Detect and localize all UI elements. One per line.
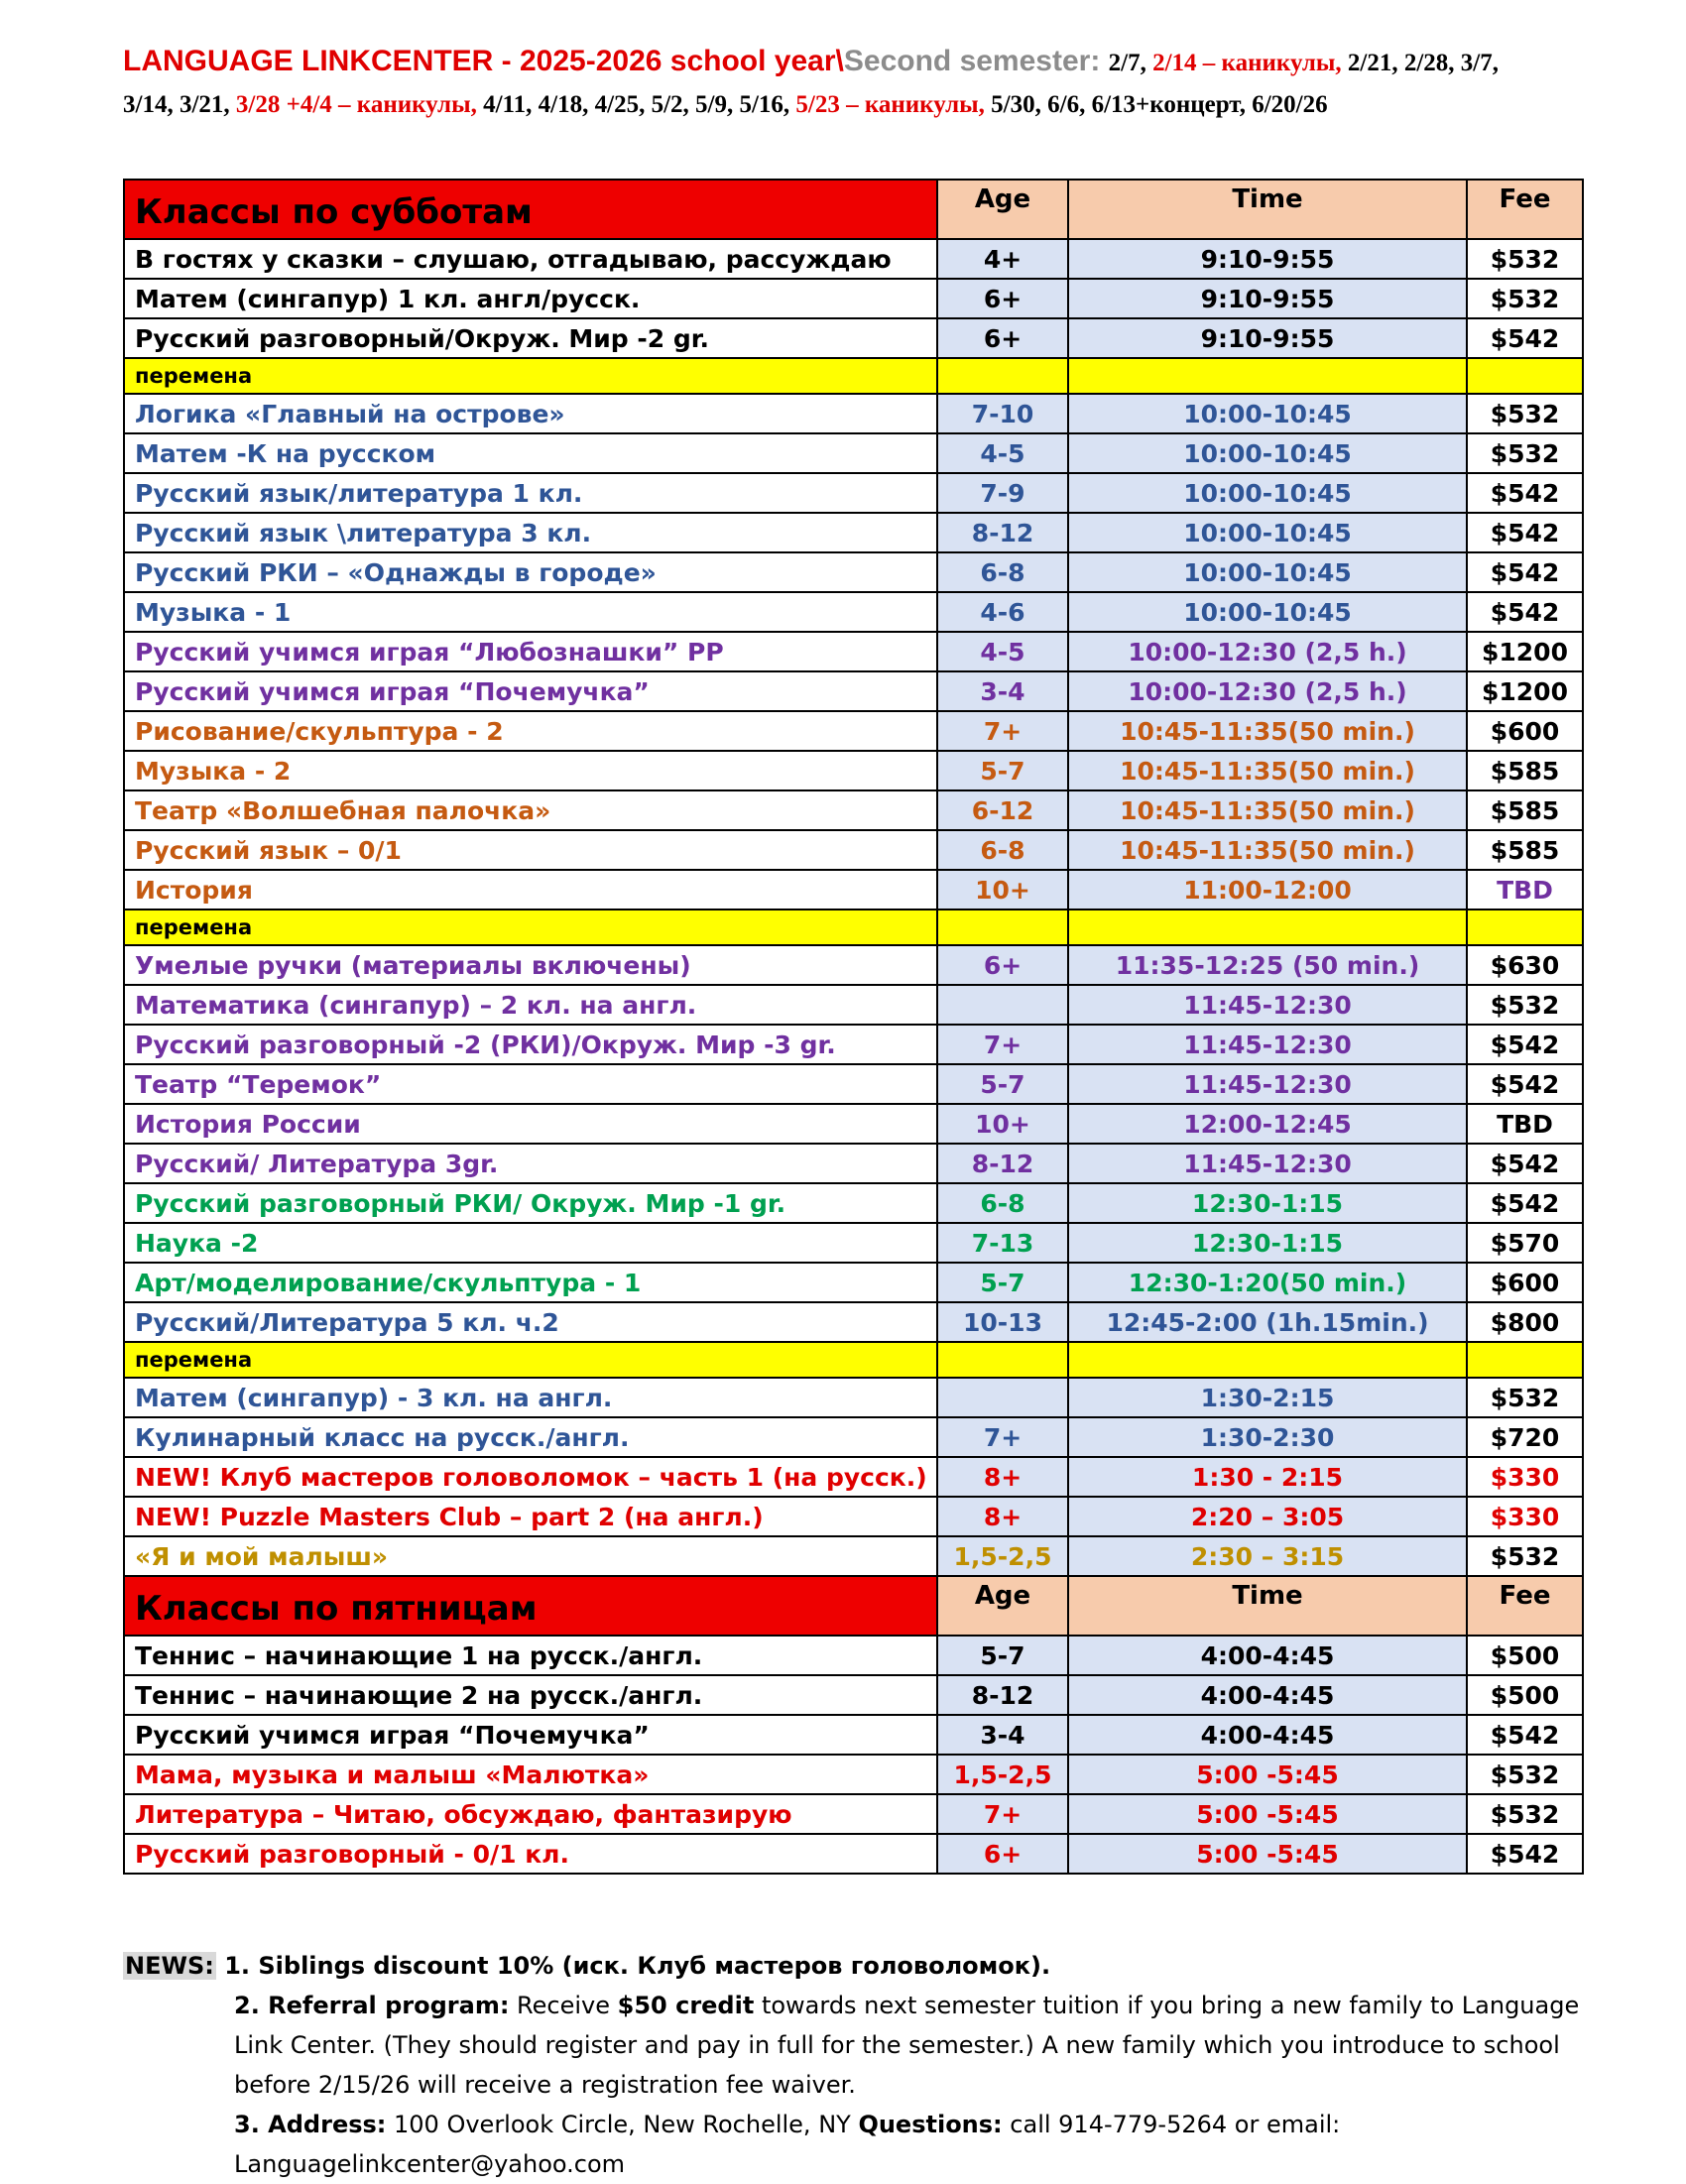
class-fee: $542	[1467, 318, 1583, 358]
class-time: 10:00-10:45	[1068, 473, 1467, 513]
class-name: Русский разговорный РКИ/ Окруж. Мир -1 gr.	[124, 1183, 937, 1223]
class-row	[124, 1378, 1583, 1417]
class-name: История	[124, 870, 937, 910]
class-time: 5:00 -5:45	[1068, 1834, 1467, 1874]
class-age: 6+	[937, 318, 1068, 358]
class-fee: $542	[1467, 1064, 1583, 1104]
page-title: LANGUAGE LINKCENTER - 2025-2026 school year\	[123, 45, 844, 77]
class-name: Русский РКИ – «Однажды в городе»	[124, 552, 937, 592]
class-row	[124, 1183, 1583, 1223]
class-age: 4-5	[937, 433, 1068, 473]
address-text: 100 Overlook Circle, New Rochelle, NY	[386, 2111, 859, 2138]
class-row	[124, 394, 1583, 433]
class-age: 7+	[937, 1794, 1068, 1834]
class-fee: $330	[1467, 1457, 1583, 1497]
class-row	[124, 279, 1583, 318]
class-age	[937, 985, 1068, 1025]
class-name: Русский/ Литература 3gr.	[124, 1144, 937, 1183]
class-time: 12:30-1:20(50 min.)	[1068, 1263, 1467, 1302]
header-line-1	[123, 40, 1630, 85]
class-fee: $330	[1467, 1497, 1583, 1536]
referral-text-a: Receive	[509, 1992, 618, 2019]
class-row	[124, 1223, 1583, 1263]
class-fee: $542	[1467, 592, 1583, 632]
class-row	[124, 632, 1583, 671]
class-time: 9:10-9:55	[1068, 279, 1467, 318]
class-fee: $585	[1467, 830, 1583, 870]
class-name: Русский разговорный -2 (РКИ)/Окруж. Мир -3 gr.	[124, 1025, 937, 1064]
saturday-title: Классы по субботам	[124, 180, 937, 239]
semester-dates-1	[1109, 50, 1499, 76]
class-age: 7+	[937, 1417, 1068, 1457]
class-fee: $532	[1467, 433, 1583, 473]
class-fee: $532	[1467, 1378, 1583, 1417]
class-name: Музыка - 2	[124, 751, 937, 790]
break-cell	[937, 1342, 1068, 1378]
class-row	[124, 1755, 1583, 1794]
class-fee: $532	[1467, 1755, 1583, 1794]
class-time: 2:20 – 3:05	[1068, 1497, 1467, 1536]
class-age: 8-12	[937, 1675, 1068, 1715]
class-row	[124, 1794, 1583, 1834]
class-row	[124, 1834, 1583, 1874]
class-age: 4-5	[937, 632, 1068, 671]
class-age: 7+	[937, 711, 1068, 751]
class-fee: $800	[1467, 1302, 1583, 1342]
semester-date: 3/14, 3/21,	[123, 91, 236, 118]
class-row	[124, 1497, 1583, 1536]
class-name: Русский язык/литература 1 кл.	[124, 473, 937, 513]
semester-date: 5/30, 6/6, 6/13+концерт, 6/20/26	[991, 91, 1328, 118]
class-row	[124, 318, 1583, 358]
class-time: 12:30-1:15	[1068, 1223, 1467, 1263]
class-name: История России	[124, 1104, 937, 1144]
address-label: 3. Address:	[234, 2111, 387, 2138]
class-fee: TBD	[1467, 870, 1583, 910]
questions-label: Questions:	[858, 2111, 1003, 2138]
class-age: 4+	[937, 239, 1068, 279]
class-time: 10:00-10:45	[1068, 552, 1467, 592]
class-row	[124, 711, 1583, 751]
fee-header: Fee	[1467, 180, 1583, 239]
class-age: 6+	[937, 945, 1068, 985]
break-cell	[937, 358, 1068, 394]
class-name: Русский разговорный - 0/1 кл.	[124, 1834, 937, 1874]
class-name: Рисование/скульптура - 2	[124, 711, 937, 751]
news-section	[123, 1946, 1611, 2184]
class-time: 10:45-11:35(50 min.)	[1068, 751, 1467, 790]
class-time: 10:00-10:45	[1068, 513, 1467, 552]
break-cell	[1068, 1342, 1467, 1378]
class-fee: $600	[1467, 1263, 1583, 1302]
class-row	[124, 552, 1583, 592]
class-time: 4:00-4:45	[1068, 1636, 1467, 1675]
break-label: перемена	[124, 910, 937, 945]
class-age: 3-4	[937, 671, 1068, 711]
class-fee: $532	[1467, 1536, 1583, 1576]
break-cell	[1068, 910, 1467, 945]
class-name: Матем (сингапур) - 3 кл. на англ.	[124, 1378, 937, 1417]
class-row	[124, 1715, 1583, 1755]
class-age: 1,5-2,5	[937, 1755, 1068, 1794]
class-name: Театр «Волшебная палочка»	[124, 790, 937, 830]
class-row	[124, 1144, 1583, 1183]
class-row	[124, 1636, 1583, 1675]
friday-header-row	[124, 1576, 1583, 1636]
time-header: Time	[1068, 1576, 1467, 1636]
class-row	[124, 433, 1583, 473]
class-time: 5:00 -5:45	[1068, 1794, 1467, 1834]
class-fee: $532	[1467, 239, 1583, 279]
class-age: 8+	[937, 1457, 1068, 1497]
class-name: Умелые ручки (материалы включены)	[124, 945, 937, 985]
news-label: NEWS:	[125, 1952, 214, 1980]
break-cell	[937, 910, 1068, 945]
class-age: 8-12	[937, 513, 1068, 552]
class-fee: TBD	[1467, 1104, 1583, 1144]
semester-date: 4/11, 4/18, 4/25, 5/2, 5/9, 5/16,	[483, 91, 796, 118]
class-time: 10:00-10:45	[1068, 433, 1467, 473]
class-fee: $542	[1467, 1183, 1583, 1223]
class-time: 2:30 – 3:15	[1068, 1536, 1467, 1576]
friday-title: Классы по пятницам	[124, 1576, 937, 1636]
class-fee: $500	[1467, 1636, 1583, 1675]
class-age: 6+	[937, 279, 1068, 318]
class-fee: $542	[1467, 1715, 1583, 1755]
saturday-header-row	[124, 180, 1583, 239]
class-row	[124, 1104, 1583, 1144]
class-fee: $720	[1467, 1417, 1583, 1457]
class-age: 7-9	[937, 473, 1068, 513]
semester-date: 2/14 – каникулы,	[1152, 50, 1348, 76]
class-fee: $532	[1467, 394, 1583, 433]
class-time: 10:45-11:35(50 min.)	[1068, 711, 1467, 751]
class-age: 5-7	[937, 1064, 1068, 1104]
class-name: Кулинарный класс на русск./англ.	[124, 1417, 937, 1457]
class-fee: $542	[1467, 552, 1583, 592]
class-name: Теннис – начинающие 2 на русск./англ.	[124, 1675, 937, 1715]
class-fee: $570	[1467, 1223, 1583, 1263]
class-row	[124, 1025, 1583, 1064]
class-row	[124, 513, 1583, 552]
class-name: Мама, музыка и малыш «Малютка»	[124, 1755, 937, 1794]
class-row	[124, 592, 1583, 632]
class-row	[124, 830, 1583, 870]
class-name: Русский язык – 0/1	[124, 830, 937, 870]
class-time: 11:35-12:25 (50 min.)	[1068, 945, 1467, 985]
class-age: 6-12	[937, 790, 1068, 830]
class-fee: $542	[1467, 1144, 1583, 1183]
class-name: Русский язык \литература 3 кл.	[124, 513, 937, 552]
class-row	[124, 239, 1583, 279]
class-time: 10:45-11:35(50 min.)	[1068, 790, 1467, 830]
class-row	[124, 473, 1583, 513]
news-item-3	[234, 2105, 1603, 2184]
break-cell	[1467, 910, 1583, 945]
class-age: 4-6	[937, 592, 1068, 632]
class-age: 8-12	[937, 1144, 1068, 1183]
class-age: 7-13	[937, 1223, 1068, 1263]
semester-date: 5/23 – каникулы,	[795, 91, 992, 118]
class-fee: $532	[1467, 985, 1583, 1025]
break-row	[124, 358, 1583, 394]
break-label: перемена	[124, 358, 937, 394]
class-name: Русский разговорный/Окруж. Мир -2 gr.	[124, 318, 937, 358]
class-name: Русский/Литература 5 кл. ч.2	[124, 1302, 937, 1342]
class-name: Математика (сингапур) – 2 кл. на англ.	[124, 985, 937, 1025]
class-time: 12:30-1:15	[1068, 1183, 1467, 1223]
class-name: Матем -К на русском	[124, 433, 937, 473]
saturday-section	[124, 180, 1583, 1576]
class-time: 10:00-12:30 (2,5 h.)	[1068, 671, 1467, 711]
age-header: Age	[937, 1576, 1068, 1636]
age-header: Age	[937, 180, 1068, 239]
class-time: 10:00-10:45	[1068, 592, 1467, 632]
class-fee: $542	[1467, 1025, 1583, 1064]
class-row	[124, 1536, 1583, 1576]
class-row	[124, 1675, 1583, 1715]
class-time: 1:30-2:15	[1068, 1378, 1467, 1417]
class-age: 5-7	[937, 751, 1068, 790]
class-age: 1,5-2,5	[937, 1536, 1068, 1576]
semester-date: 3/28 +4/4 – каникулы,	[235, 91, 484, 118]
class-fee: $1200	[1467, 632, 1583, 671]
class-age: 7-10	[937, 394, 1068, 433]
class-age: 5-7	[937, 1636, 1068, 1675]
break-row	[124, 1342, 1583, 1378]
class-age: 6+	[937, 1834, 1068, 1874]
class-name: Литература – Читаю, обсуждаю, фантазирую	[124, 1794, 937, 1834]
class-row	[124, 1064, 1583, 1104]
class-fee: $585	[1467, 751, 1583, 790]
referral-label: 2. Referral program:	[234, 1992, 510, 2019]
class-row	[124, 751, 1583, 790]
class-age	[937, 1378, 1068, 1417]
class-age: 6-8	[937, 830, 1068, 870]
contact-text: call 914-779-5264 or email: Languagelinkcenter@yahoo.com	[234, 2111, 1341, 2178]
class-age: 6-8	[937, 1183, 1068, 1223]
class-time: 11:45-12:30	[1068, 1025, 1467, 1064]
class-age: 8+	[937, 1497, 1068, 1536]
class-age: 10+	[937, 870, 1068, 910]
class-name: Театр “Теремок”	[124, 1064, 937, 1104]
class-row	[124, 945, 1583, 985]
semester-date: 2/7,	[1108, 50, 1153, 76]
fee-header: Fee	[1467, 1576, 1583, 1636]
break-row	[124, 910, 1583, 945]
class-time: 12:45-2:00 (1h.15min.)	[1068, 1302, 1467, 1342]
break-label: перемена	[124, 1342, 937, 1378]
class-name: Музыка - 1	[124, 592, 937, 632]
class-time: 9:10-9:55	[1068, 318, 1467, 358]
class-row	[124, 671, 1583, 711]
class-name: Наука -2	[124, 1223, 937, 1263]
class-age: 10+	[937, 1104, 1068, 1144]
schedule-table	[123, 179, 1584, 1875]
class-name: Логика «Главный на острове»	[124, 394, 937, 433]
class-fee: $500	[1467, 1675, 1583, 1715]
class-row	[124, 1417, 1583, 1457]
class-time: 5:00 -5:45	[1068, 1755, 1467, 1794]
class-name: Матем (сингапур) 1 кл. англ/русск.	[124, 279, 937, 318]
class-name: Арт/моделирование/скульптура - 1	[124, 1263, 937, 1302]
semester-dates-2	[123, 85, 1630, 125]
class-time: 10:45-11:35(50 min.)	[1068, 830, 1467, 870]
news-item-1	[123, 1946, 1611, 1986]
class-name: Русский учимся играя “Почемучка”	[124, 1715, 937, 1755]
class-time: 10:00-12:30 (2,5 h.)	[1068, 632, 1467, 671]
class-name: Русский учимся играя “Почемучка”	[124, 671, 937, 711]
break-cell	[1068, 358, 1467, 394]
class-age: 3-4	[937, 1715, 1068, 1755]
class-row	[124, 1302, 1583, 1342]
class-age: 6-8	[937, 552, 1068, 592]
class-fee: $532	[1467, 279, 1583, 318]
class-time: 1:30-2:30	[1068, 1417, 1467, 1457]
class-time: 11:45-12:30	[1068, 1064, 1467, 1104]
semester-date: 2/21, 2/28, 3/7,	[1347, 50, 1499, 76]
class-row	[124, 790, 1583, 830]
class-age: 10-13	[937, 1302, 1068, 1342]
class-row	[124, 1457, 1583, 1497]
siblings-discount: 1. Siblings discount 10% (иск. Клуб мастеров головоломок).	[215, 1952, 1051, 1980]
class-time: 11:00-12:00	[1068, 870, 1467, 910]
class-fee: $542	[1467, 473, 1583, 513]
friday-section	[124, 1576, 1583, 1874]
break-cell	[1467, 1342, 1583, 1378]
class-time: 11:45-12:30	[1068, 1144, 1467, 1183]
class-fee: $1200	[1467, 671, 1583, 711]
class-time: 12:00-12:45	[1068, 1104, 1467, 1144]
class-name: Русский учимся играя “Любознашки” РР	[124, 632, 937, 671]
semester-label: Second semester:	[843, 45, 1109, 77]
class-name: NEW! Клуб мастеров головоломок – часть 1 (на русск.)	[124, 1457, 937, 1497]
page-header	[123, 40, 1630, 125]
class-time: 9:10-9:55	[1068, 239, 1467, 279]
referral-text-b: towards next semester tuition if you bring a new family to Language Link Center. (They should register and pay in full for the semester.) A new family which you introduce to school before 2/15/26 will receive a registration fee waiver.	[234, 1992, 1580, 2099]
class-fee: $630	[1467, 945, 1583, 985]
class-fee: $600	[1467, 711, 1583, 751]
break-cell	[1467, 358, 1583, 394]
class-name: NEW! Puzzle Masters Club – part 2 (на англ.)	[124, 1497, 937, 1536]
class-fee: $585	[1467, 790, 1583, 830]
class-time: 4:00-4:45	[1068, 1675, 1467, 1715]
class-age: 7+	[937, 1025, 1068, 1064]
class-time: 4:00-4:45	[1068, 1715, 1467, 1755]
class-fee: $542	[1467, 1834, 1583, 1874]
class-name: «Я и мой малыш»	[124, 1536, 937, 1576]
class-age: 5-7	[937, 1263, 1068, 1302]
class-name: Теннис – начинающие 1 на русск./англ.	[124, 1636, 937, 1675]
class-fee: $532	[1467, 1794, 1583, 1834]
class-row	[124, 870, 1583, 910]
class-time: 10:00-10:45	[1068, 394, 1467, 433]
class-time: 1:30 - 2:15	[1068, 1457, 1467, 1497]
referral-credit: $50 credit	[617, 1992, 755, 2019]
class-row	[124, 1263, 1583, 1302]
time-header: Time	[1068, 180, 1467, 239]
news-item-2	[234, 1986, 1603, 2105]
class-time: 11:45-12:30	[1068, 985, 1467, 1025]
class-fee: $542	[1467, 513, 1583, 552]
class-name: В гостях у сказки – слушаю, отгадываю, рассуждаю	[124, 239, 937, 279]
class-row	[124, 985, 1583, 1025]
